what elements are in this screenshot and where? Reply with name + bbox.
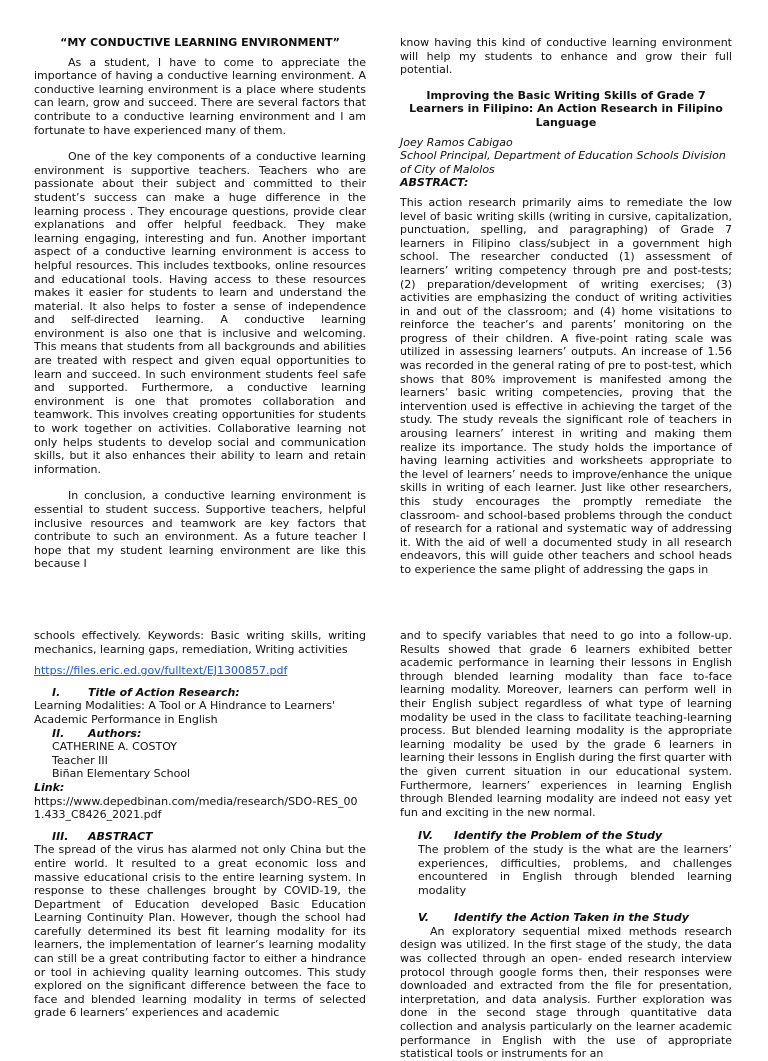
section-number: V.	[418, 911, 429, 925]
section-number: IV.	[418, 829, 434, 843]
abstract-continuation: schools effectively. Keywords: Basic writing skills, writing mechanics, learning gaps, remediation, Writing activities	[34, 629, 366, 656]
essay-paragraph: As a student, I have to come to appreciate the importance of having a conductive learning environment. A conductive learning environment is a place where students can learn, grow and succeed. There are several factors that contribute to a conductive learning environment and I am fortunate to have experienced many of them.	[34, 55, 366, 137]
essay-paragraph: In conclusion, a conductive learning environment is essential to student success. Supportive teachers, helpful inclusive resources and teamwork are key factors that contribute to such an environment. As a future teacher I hope that my student learning environment are like this because I	[34, 489, 366, 571]
problem-text: The problem of the study is the what are the learners’ experiences, difficulties, problems, and challenges encountered in English through blended learning modality	[418, 842, 732, 897]
eric-link[interactable]: https://files.eric.ed.gov/fulltext/EJ1300857.pdf	[34, 664, 288, 678]
action-text: An exploratory sequential mixed methods research design was utilized. In the first stage of the study, the data was collected through an open- ended research interview protocol through google forms then, their responses were downloaded and extracted from the file for presentation, interpretation, and data analysis. Further exploration was done in the second stage through quantitative data collection and analysis particularly on the learner academic performance in English with the use of appropriate statistical tools or instruments for an	[400, 924, 732, 1061]
author-role: Teacher III	[52, 753, 108, 767]
link-label: Link:	[34, 780, 65, 794]
section-heading-authors	[34, 727, 366, 741]
abstract-text: This action research primarily aims to remediate the low level of basic writing skills (writing in cursive, capitalization, punctuation, spelling, and paragraphing) of Grade 7 learners in Filipino class/subject in a government high school. The researcher conducted (1) assessment of learners’ writing competency through pre and post-tests; (2) preparation/development of writing exercises; (3) activities are emphasizing the conduct of writing activities in and out of the classroom; and (4) home visitations to reinforce the teacher’s and parents’ monitoring on the progress of their children. A five-point rating scale was utilized in assessing learners’ outputs. An increase of 1.56 was recorded in the general rating of pre to post-test, which shows that 80% improvement is manifested among the learners’ basic writing competencies, proving that the intervention used is effective in achieving the target of the study. The study reveals the significant role of teachers in arousing learners’ interest in writing and making them realize its importance. The study holds the importance of having learning activities and worksheets appropriate to the level of learners’ needs to improve/enhance the unique skills in writing of each learner. Just like other researchers, this study encourages the promptly remediate the classroom- and school-based problems through the conduct of research for a rational and systematic way of addressing it. With the aid of well a documented study in all research endeavors, this will guide other teachers and school heads to experience the same plight of addressing the gaps in	[400, 195, 732, 576]
link-url: https://www.depedbinan.com/media/research/SDO-RES_001.433_C8426_2021.pdf	[34, 794, 358, 822]
document-page-bottom	[0, 625, 768, 1061]
left-column	[34, 36, 366, 571]
essay-continuation: know having this kind of conductive learning environment will help my students to enhance and grow their full potential.	[400, 36, 732, 77]
left-column	[34, 629, 366, 1020]
author-name: Joey Ramos Cabigao	[400, 135, 513, 149]
section-label: Authors:	[88, 726, 142, 740]
section-label: Identify the Action Taken in the Study	[454, 911, 689, 925]
essay-title: “MY CONDUCTIVE LEARNING ENVIRONMENT”	[60, 36, 340, 49]
section-heading-abstract	[34, 830, 366, 844]
author-school: Biñan Elementary School	[52, 767, 191, 781]
right-column	[400, 36, 732, 577]
abstract-continuation: and to specify variables that need to go into a follow-up. Results showed that grade 6 learners exhibited better academic performance in learning their lessons in English through blended learning modality than face to-face learning modality. Moreover, learners can perform well in their English subject regardless of what type of learning modality be used in the class to facilitate teaching-learning process. But blended learning modality is the appropriate learning modality be used by the grade 6 learners in learning their lessons in English during the first quarter with the given current situation in our educational system. Furthermore, learners’ experiences in learning English through Blended learning modality are indeed not easy yet fun and exciting in the new normal.	[400, 629, 732, 819]
section-number: I.	[52, 685, 61, 699]
right-column	[400, 629, 732, 1061]
section-number: III.	[52, 829, 69, 843]
section-heading-action	[400, 911, 732, 925]
section-label: ABSTRACT	[88, 829, 153, 843]
section-heading-title	[34, 686, 366, 700]
section-heading-problem	[400, 829, 732, 843]
section-label: Identify the Problem of the Study	[454, 829, 663, 843]
research-title: Improving the Basic Writing Skills of Grade 7 Learners in Filipino: An Action Research in Filipino Language	[409, 88, 723, 129]
author-name: CATHERINE A. COSTOY	[52, 740, 177, 754]
abstract-label: ABSTRACT:	[400, 176, 469, 190]
section-label: Title of Action Research:	[88, 685, 240, 699]
author-affiliation: School Principal, Department of Education Schools Division of City of Malolos	[400, 149, 726, 176]
essay-paragraph: One of the key components of a conductive learning environment is supportive teachers. Teachers who are passionate about their subject and committed to their student’s success can make a huge difference in the learning process . They encourage questions, provide clear explanations and offer helpful feedback. They make learning engaging, interesting and fun. Another important aspect of a conductive learning environment is access to helpful resources. This includes textbooks, online resources and educational tools. Having access to these resources makes it easier for students to learn and understand the material. It also helps to foster a sense of independence and self-directed learning. A conductive learning environment is also one that is inclusive and welcoming. This means that students from all backgrounds and abilities are treated with respect and given equal opportunities to learn and succeed. In such environment students feel safe and supported. Furthermore, a conductive learning environment is one that promotes collaboration and teamwork. This involves creating opportunities for students to work together on activities. Collaborative learning not only helps students to develop social and communication skills, but it also enhances their ability to learn and retain information.	[34, 150, 366, 476]
research-title-text: Learning Modalities: A Tool or A Hindrance to Learners' Academic Performance in English	[34, 699, 336, 726]
abstract-text: The spread of the virus has alarmed not only China but the entire world. It resulted to a great economic loss and massive educational crisis to the entire learning system. In response to these challenges brought by COVID-19, the Department of Education developed Basic Education Learning Continuity Plan. However, though the school had carefully determined its best fit learning modality for its learners, the implementation of learner’s learning modality can still be a great contributing factor to either a hindrance or tool in achieving quality learning outcomes. This study explored on the significant difference between the face to face and blended learning modality in terms of selected grade 6 learners’ experiences and academic	[34, 843, 366, 1020]
section-number: II.	[52, 726, 65, 740]
